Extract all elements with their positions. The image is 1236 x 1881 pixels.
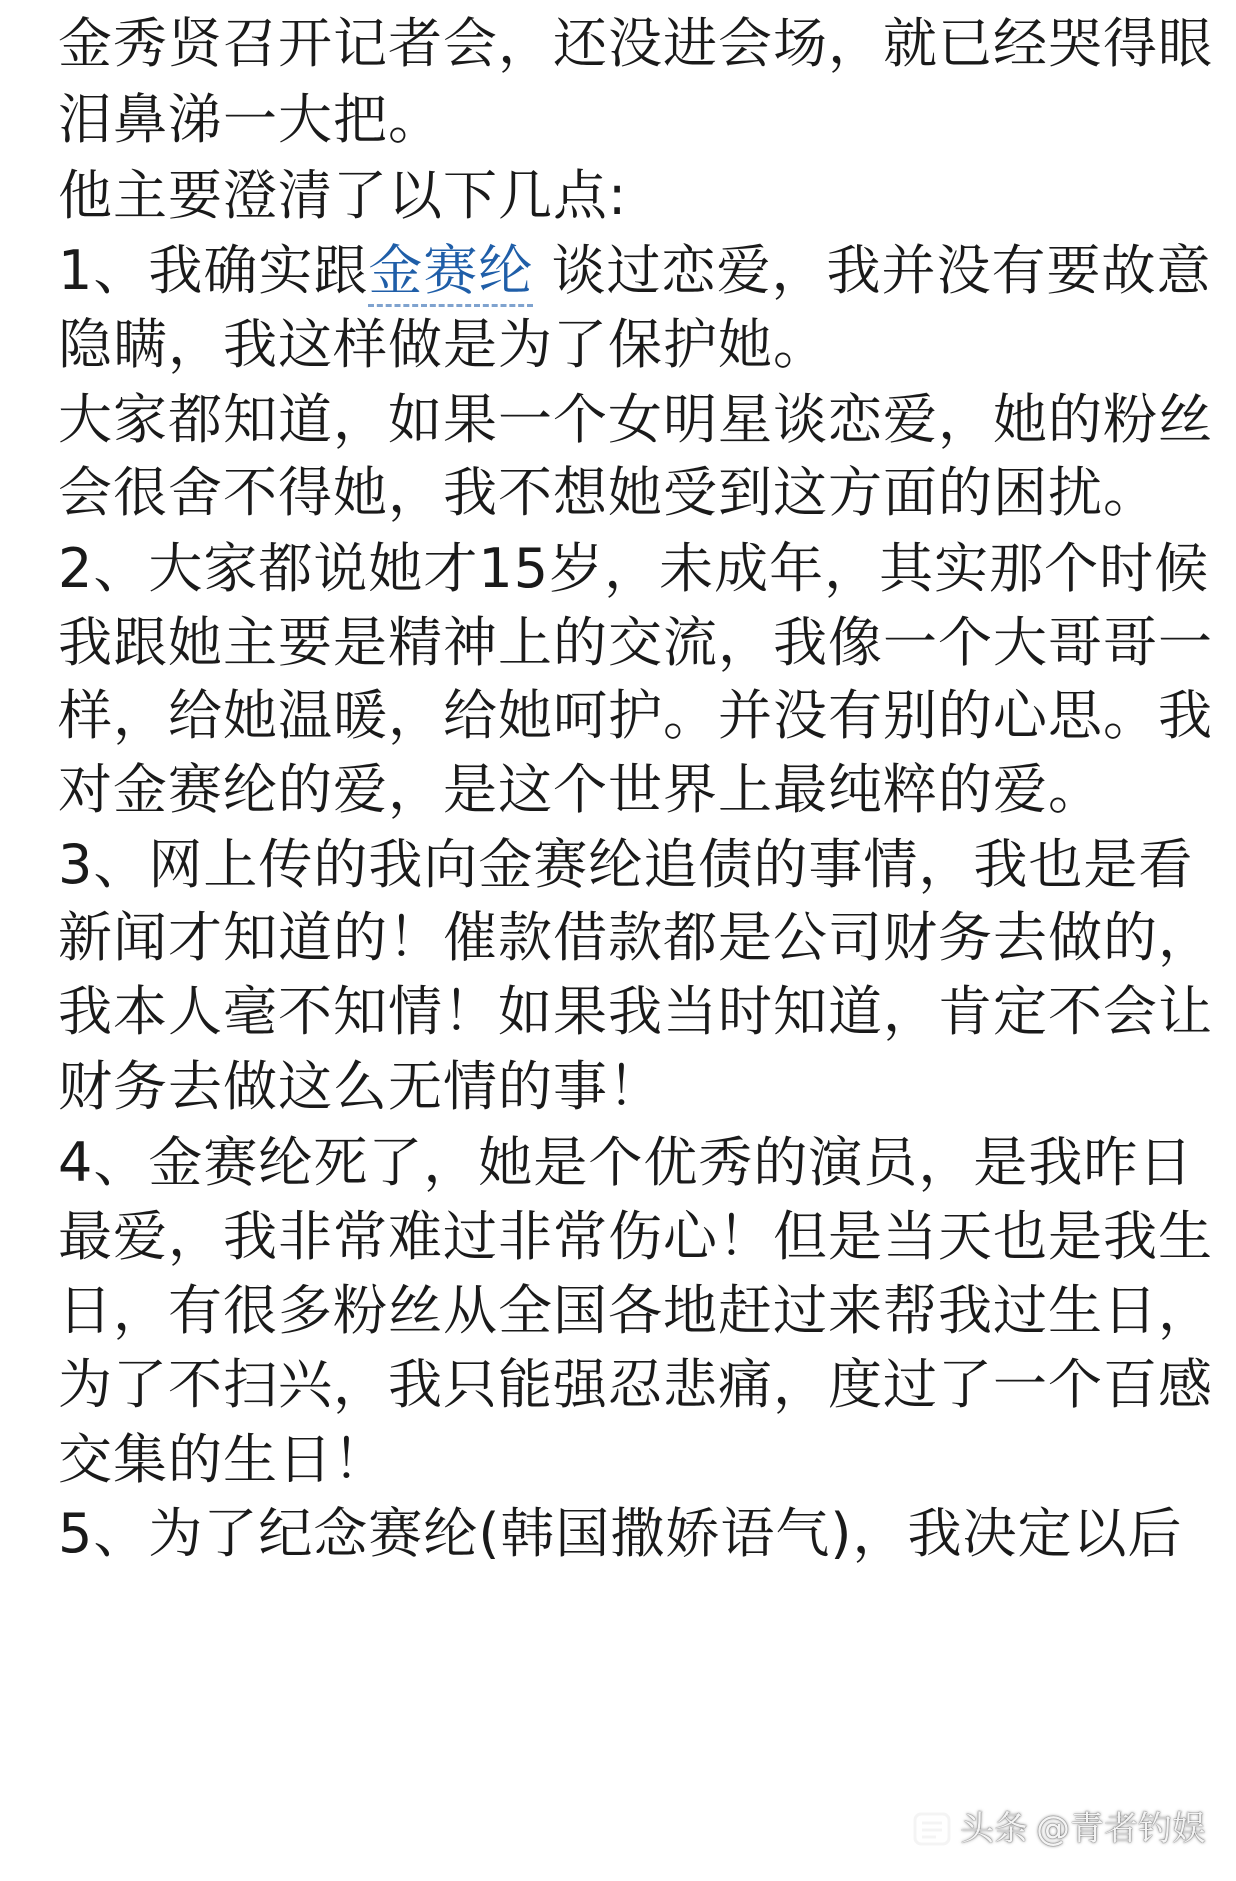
paragraph-line: 日，有很多粉丝从全国各地赶过来帮我过生日，: [58, 1279, 1213, 1342]
paragraph-line: 最爱，我非常难过非常伤心！但是当天也是我生: [58, 1205, 1213, 1268]
paragraph-line: 他主要澄清了以下几点:: [58, 164, 628, 227]
paragraph-line: 交集的生日！: [58, 1428, 388, 1491]
paragraph-line: 金秀贤召开记者会，还没进会场，就已经哭得眼: [58, 12, 1213, 75]
entity-link-kim-sae-ron[interactable]: 金赛纶: [368, 239, 533, 307]
paragraph-line: 3、网上传的我向金赛纶追债的事情，我也是看: [58, 833, 1194, 896]
paragraph-line: 4、金赛纶死了，她是个优秀的演员，是我昨日: [58, 1131, 1194, 1194]
watermark: [904, 1797, 1214, 1861]
paragraph-line: 5、为了纪念赛纶(韩国撒娇语气)，我决定以后: [58, 1502, 1183, 1565]
paragraph-line: 样，给她温暖，给她呵护。并没有别的心思。我: [58, 684, 1213, 747]
paragraph-line: 新闻才知道的！催款借款都是公司财务去做的，: [58, 906, 1213, 969]
point-1-line: [58, 239, 1212, 303]
paragraph-line: 泪鼻涕一大把。: [58, 88, 443, 151]
paragraph-line: 我本人毫不知情！如果我当时知道，肯定不会让: [58, 980, 1213, 1043]
paragraph-line: 隐瞒，我这样做是为了保护她。: [58, 313, 828, 376]
paragraph-line: 财务去做这么无情的事！: [58, 1055, 663, 1118]
watermark-platform: 头条: [960, 1809, 1028, 1849]
point-1-prefix: 1、我确实跟: [58, 239, 369, 302]
point-1-suffix: 谈过恋爱，我并没有要故意: [533, 239, 1212, 302]
paragraph-line: 对金赛纶的爱，是这个世界上最纯粹的爱。: [58, 758, 1103, 821]
paragraph-line: 大家都知道，如果一个女明星谈恋爱，她的粉丝: [58, 388, 1213, 451]
paragraph-line: 会很舍不得她，我不想她受到这方面的困扰。: [58, 461, 1158, 524]
paragraph-line: 为了不扫兴，我只能强忍悲痛，度过了一个百感: [58, 1353, 1213, 1416]
paragraph-line: 2、大家都说她才15岁，未成年，其实那个时候: [58, 537, 1210, 600]
toutiao-logo-icon: [912, 1809, 952, 1849]
paragraph-line: 我跟她主要是精神上的交流，我像一个大哥哥一: [58, 611, 1213, 674]
watermark-handle: @青者钓娱: [1036, 1809, 1206, 1849]
